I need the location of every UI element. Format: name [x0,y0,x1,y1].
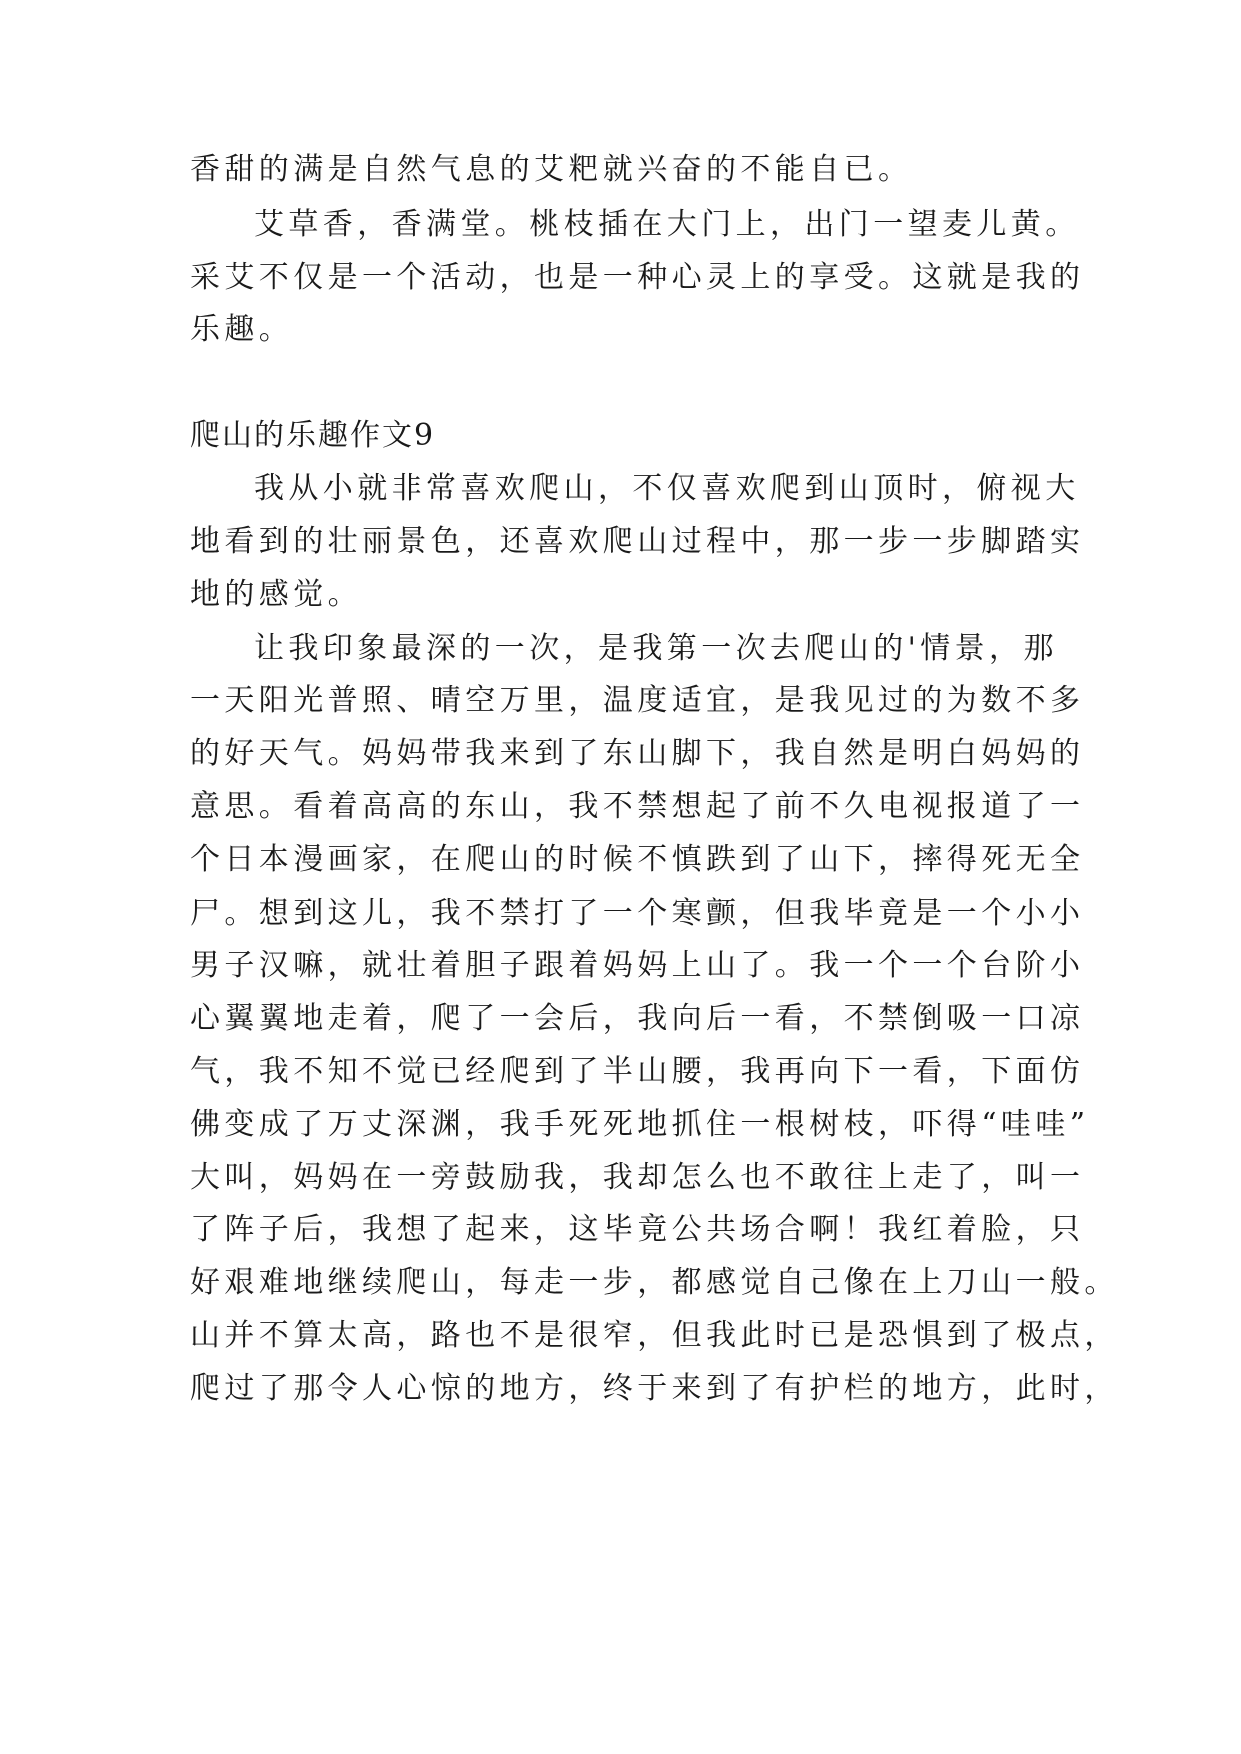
text-line: 意思。看着高高的东山，我不禁想起了前不久电视报道了一 [190,789,1085,824]
text-line: 爬过了那令人心惊的地方，终于来到了有护栏的地方，此时， [190,1371,1119,1406]
text-line: 了阵子后，我想了起来，这毕竟公共场合啊！我红着脸，只 [190,1212,1085,1247]
text-line: 的好天气。妈妈带我来到了东山脚下，我自然是明白妈妈的 [190,736,1085,771]
text-line: 心翼翼地走着，爬了一会后，我向后一看，不禁倒吸一口凉 [190,1001,1085,1036]
text-line: 香甜的满是自然气息的艾粑就兴奋的不能自已。 [190,152,913,187]
text-line: 乐趣。 [190,312,294,347]
text-line: 好艰难地继续爬山，每走一步，都感觉自己像在上刀山一般。 [190,1265,1119,1300]
paragraph-first-line: 我从小就非常喜欢爬山，不仅喜欢爬到山顶时，俯视大 [254,471,1080,506]
text-line: 采艾不仅是一个活动，也是一种心灵上的享受。这就是我的 [190,260,1085,295]
section-heading: 爬山的乐趣作文9 [190,418,436,453]
text-line: 佛变成了万丈深渊，我手死死地抓住一根树枝，吓得“哇哇” [190,1107,1090,1142]
text-line: 山并不算太高，路也不是很窄，但我此时已是恐惧到了极点， [190,1318,1119,1353]
text-line: 男子汉嘛，就壮着胆子跟着妈妈上山了。我一个一个台阶小 [190,948,1085,983]
text-line: 一天阳光普照、晴空万里，温度适宜，是我见过的为数不多 [190,683,1085,718]
paragraph-first-line: 艾草香，香满堂。桃枝插在大门上，出门一望麦儿黄。 [254,207,1080,242]
text-line: 地的感觉。 [190,577,362,612]
text-line: 地看到的壮丽景色，还喜欢爬山过程中，那一步一步脚踏实 [190,524,1085,559]
text-line: 个日本漫画家，在爬山的时候不慎跌到了山下，摔得死无全 [190,842,1085,877]
text-line: 大叫，妈妈在一旁鼓励我，我却怎么也不敢往上走了，叫一 [190,1160,1085,1195]
paragraph-first-line: 让我印象最深的一次，是我第一次去爬山的'情景，那 [254,631,1058,666]
text-line: 尸。想到这儿，我不禁打了一个寒颤，但我毕竟是一个小小 [190,896,1085,931]
text-line: 气，我不知不觉已经爬到了半山腰，我再向下一看，下面仿 [190,1054,1085,1089]
